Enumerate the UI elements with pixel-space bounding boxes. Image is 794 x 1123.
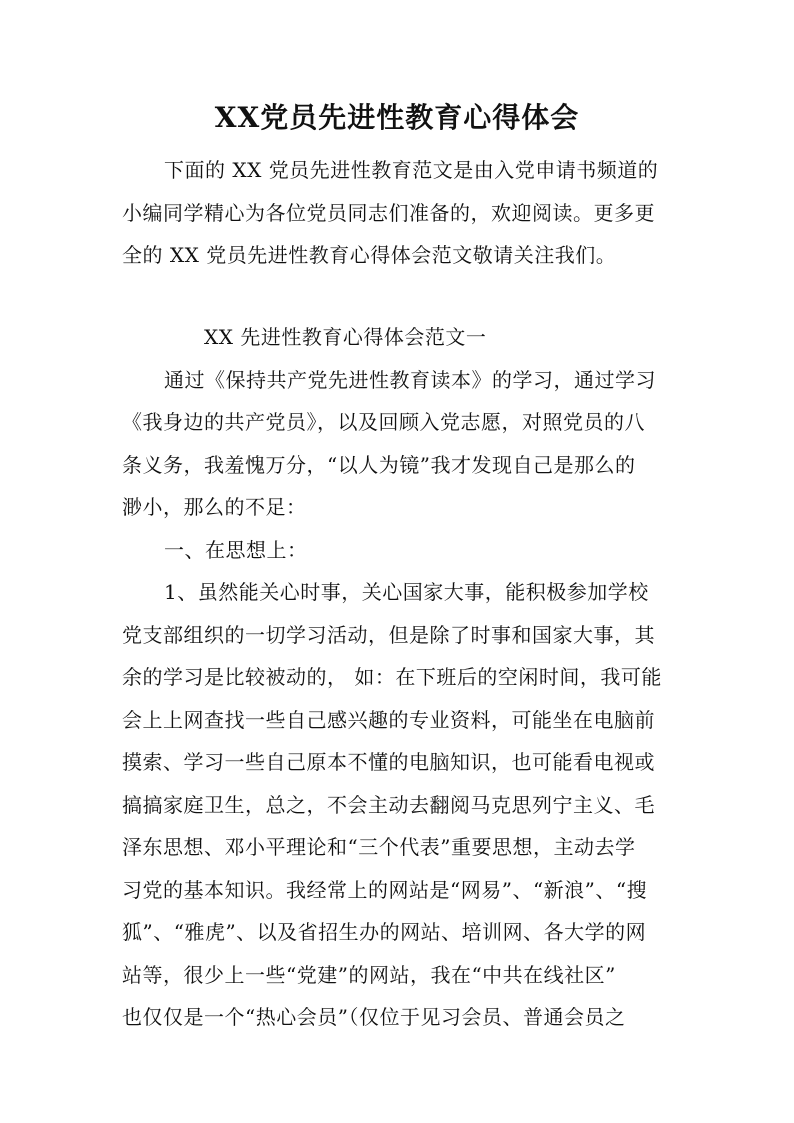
paragraph-line: 泽东思想、邓小平理论和“三个代表”重要思想，主动去学: [122, 835, 636, 859]
intro-line-3: 全的 XX 党员先进性教育心得体会范文敬请关注我们。: [122, 243, 617, 267]
document-title: XX党员先进性教育心得体会: [214, 101, 580, 134]
subsection-heading: 一、在思想上：: [164, 538, 308, 562]
paragraph-line: 余的学习是比较被动的， 如：在下班后的空闲时间，我可能: [122, 665, 662, 689]
paragraph-line: 狐”、“雅虎”、以及省招生办的网站、培训网、各大学的网: [122, 920, 647, 944]
intro-line-1: 下面的 XX 党员先进性教育范文是由入党申请书频道的: [164, 158, 659, 182]
paragraph-line: 1、虽然能关心时事，关心国家大事，能积极参加学校: [164, 580, 649, 604]
paragraph-line: 会上上网查找一些自己感兴趣的专业资料，可能坐在电脑前: [122, 708, 655, 732]
paragraph-line: 站等，很少上一些“党建”的网站，我在“中共在线社区”: [122, 963, 616, 987]
paragraph-line: 《我身边的共产党员》，以及回顾入党志愿，对照党员的八: [122, 410, 645, 434]
paragraph-line: 也仅仅是一个“热心会员”（仅位于见习会员、普通会员之: [122, 1005, 626, 1029]
paragraph-line: 条义务，我羞愧万分，“以人为镜”我才发现自己是那么的: [122, 453, 636, 477]
paragraph-line: 习党的基本知识。我经常上的网站是“网易”、“新浪”、“搜: [122, 878, 648, 902]
paragraph-line: 搞搞家庭卫生，总之，不会主动去翻阅马克思列宁主义、毛: [122, 793, 655, 817]
paragraph-line: 党支部组织的一切学习活动，但是除了时事和国家大事，其: [122, 623, 655, 647]
paragraph-line: 通过《保持共产党先进性教育读本》的学习，通过学习: [164, 368, 656, 392]
paragraph-line: 渺小，那么的不足：: [122, 495, 307, 519]
paragraph-line: 摸索、学习一些自己原本不懂的电脑知识，也可能看电视或: [122, 750, 655, 774]
intro-line-2: 小编同学精心为各位党员同志们准备的，欢迎阅读。更多更: [122, 201, 655, 225]
section-heading: XX 先进性教育心得体会范文一: [204, 325, 487, 349]
